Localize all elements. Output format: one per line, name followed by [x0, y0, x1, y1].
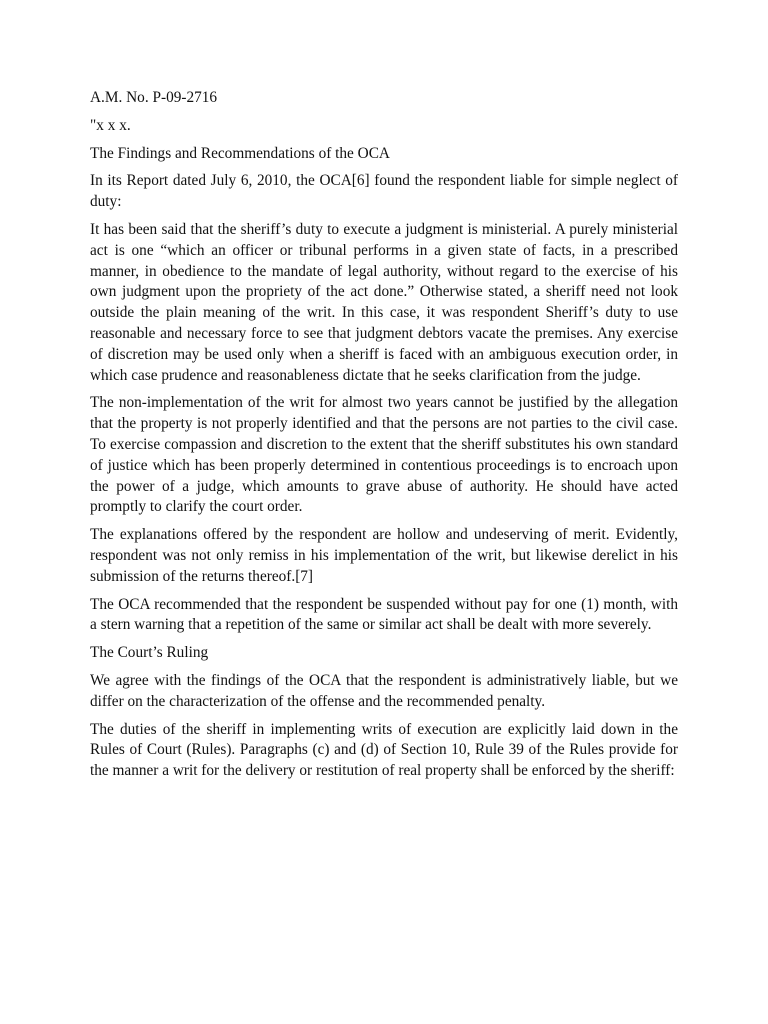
heading-ruling: The Court’s Ruling	[90, 644, 209, 662]
paragraph-oca-recommendation: The OCA recommended that the respondent be suspended without pay for one (1) month, with a stern warning that a repetition of the same or similar act shall be dealt with more severely.	[90, 595, 678, 634]
paragraph-non-implementation: The non-implementation of the writ for almost two years cannot be justified by the allegation that the property is not properly identified and that the persons are not parties to the civil case. To exercise compassion and discretion to the extent that the sheriff substitutes his own standard of justice which has been properly determined in contentious proceedings is to encroach upon the power of a judge, which amounts to grave abuse of authority. He should have acted promptly to clarify the court order.	[90, 394, 678, 516]
heading-findings: The Findings and Recommendations of the OCA	[90, 144, 390, 162]
paragraph-explanations: The explanations offered by the respondent are hollow and undeserving of merit. Evidently, respondent was not only remiss in his implementation of the writ, but likewise derelict in his submission of the returns thereof.[7]	[90, 526, 678, 585]
paragraph-agree-findings: We agree with the findings of the OCA that the respondent is administratively liable, but we differ on the characterization of the offense and the recommended penalty.	[90, 671, 678, 710]
case-number: A.M. No. P-09-2716	[90, 89, 218, 106]
paragraph-ministerial-duty: It has been said that the sheriff’s duty to execute a judgment is ministerial. A purely ministerial act is one “which an officer or tribunal performs in a given state of facts, in a prescribed manner, in obedience to the mandate of legal authority, without regard to the exercise of his own judgment upon the propriety of the act done.” Otherwise stated, a sheriff need not look outside the plain meaning of the writ. In this case, it was respondent Sheriff’s duty to use reasonable and necessary force to see that judgment debtors vacate the premises. Any exercise of discretion may be used only when a sheriff is faced with an ambiguous execution order, in which case prudence and reasonableness dictate that he seeks clarification from the judge.	[90, 220, 678, 384]
paragraph-oca-report: In its Report dated July 6, 2010, the OCA[6] found the respondent liable for simple neglect of duty:	[90, 172, 678, 211]
quote-open: "x x x.	[90, 116, 131, 134]
document-page	[90, 88, 678, 789]
paragraph-sheriff-duties: The duties of the sheriff in implementing writs of execution are explicitly laid down in the Rules of Court (Rules). Paragraphs (c) and (d) of Section 10, Rule 39 of the Rules provide for the manner a writ for the delivery or restitution of real property shall be enforced by the sheriff:	[90, 720, 678, 780]
